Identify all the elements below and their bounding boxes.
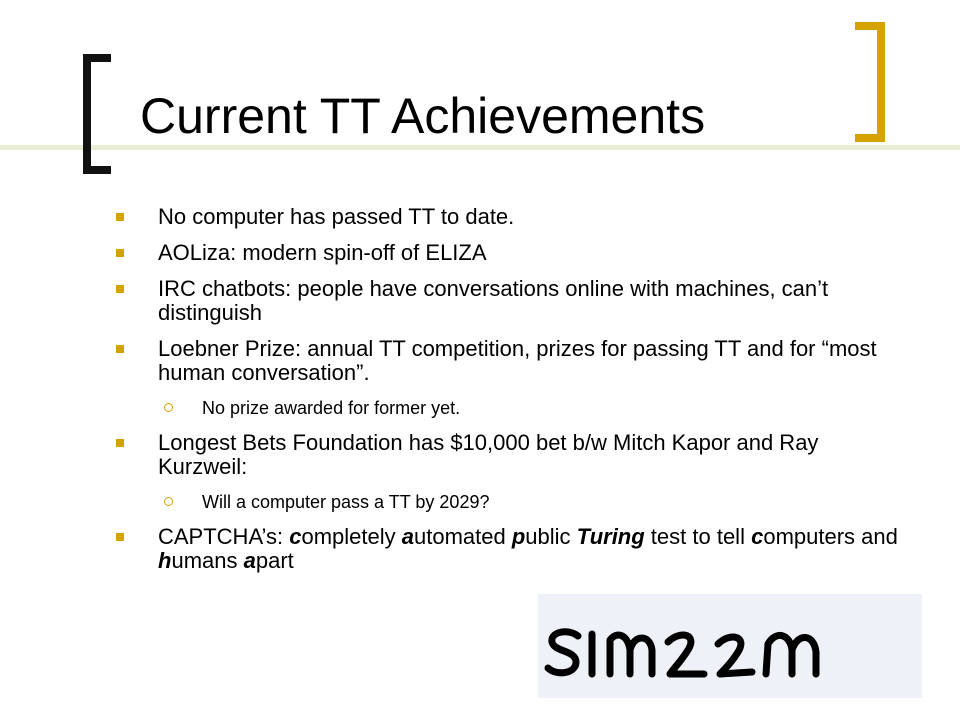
- captcha-image: [538, 594, 922, 698]
- circle-bullet-icon: [164, 497, 173, 506]
- bullet-list: [110, 205, 910, 585]
- square-bullet-icon: [116, 533, 124, 541]
- sub-bullet-item: [110, 491, 910, 513]
- sub-bullet-text: No prize awarded for former yet.: [202, 398, 461, 418]
- bullet-text: No computer has passed TT to date.: [158, 204, 515, 229]
- slide-title: Current TT Achievements: [140, 88, 706, 144]
- bullet-item: [110, 277, 910, 325]
- bullet-item: [110, 337, 910, 385]
- bullet-text: AOLiza: modern spin-off of ELIZA: [158, 240, 487, 265]
- captcha-bullet-item: [110, 525, 910, 573]
- right-bracket-decoration: [855, 22, 885, 142]
- square-bullet-icon: [116, 285, 124, 293]
- square-bullet-icon: [116, 249, 124, 257]
- bullet-item: [110, 431, 910, 479]
- sub-bullet-text: Will a computer pass a TT by 2029?: [202, 492, 490, 512]
- square-bullet-icon: [116, 345, 124, 353]
- square-bullet-icon: [116, 213, 124, 221]
- bullet-text: Longest Bets Foundation has $10,000 bet b/w Mitch Kapor and Ray Kurzweil:: [158, 430, 819, 479]
- bullet-item: [110, 205, 910, 229]
- bullet-text: Loebner Prize: annual TT competition, prizes for passing TT and for “most human conversation”.: [158, 336, 877, 385]
- circle-bullet-icon: [164, 403, 173, 412]
- captcha-distorted-text-icon: [538, 594, 922, 698]
- bullet-item: [110, 241, 910, 265]
- left-bracket-decoration: [83, 54, 111, 174]
- bullet-text: IRC chatbots: people have conversations online with machines, can’t distinguish: [158, 276, 829, 325]
- square-bullet-icon: [116, 439, 124, 447]
- captcha-bullet-text: CAPTCHA’s: completely automated public Turing test to tell computers and humans apart: [158, 524, 898, 573]
- sub-bullet-item: [110, 397, 910, 419]
